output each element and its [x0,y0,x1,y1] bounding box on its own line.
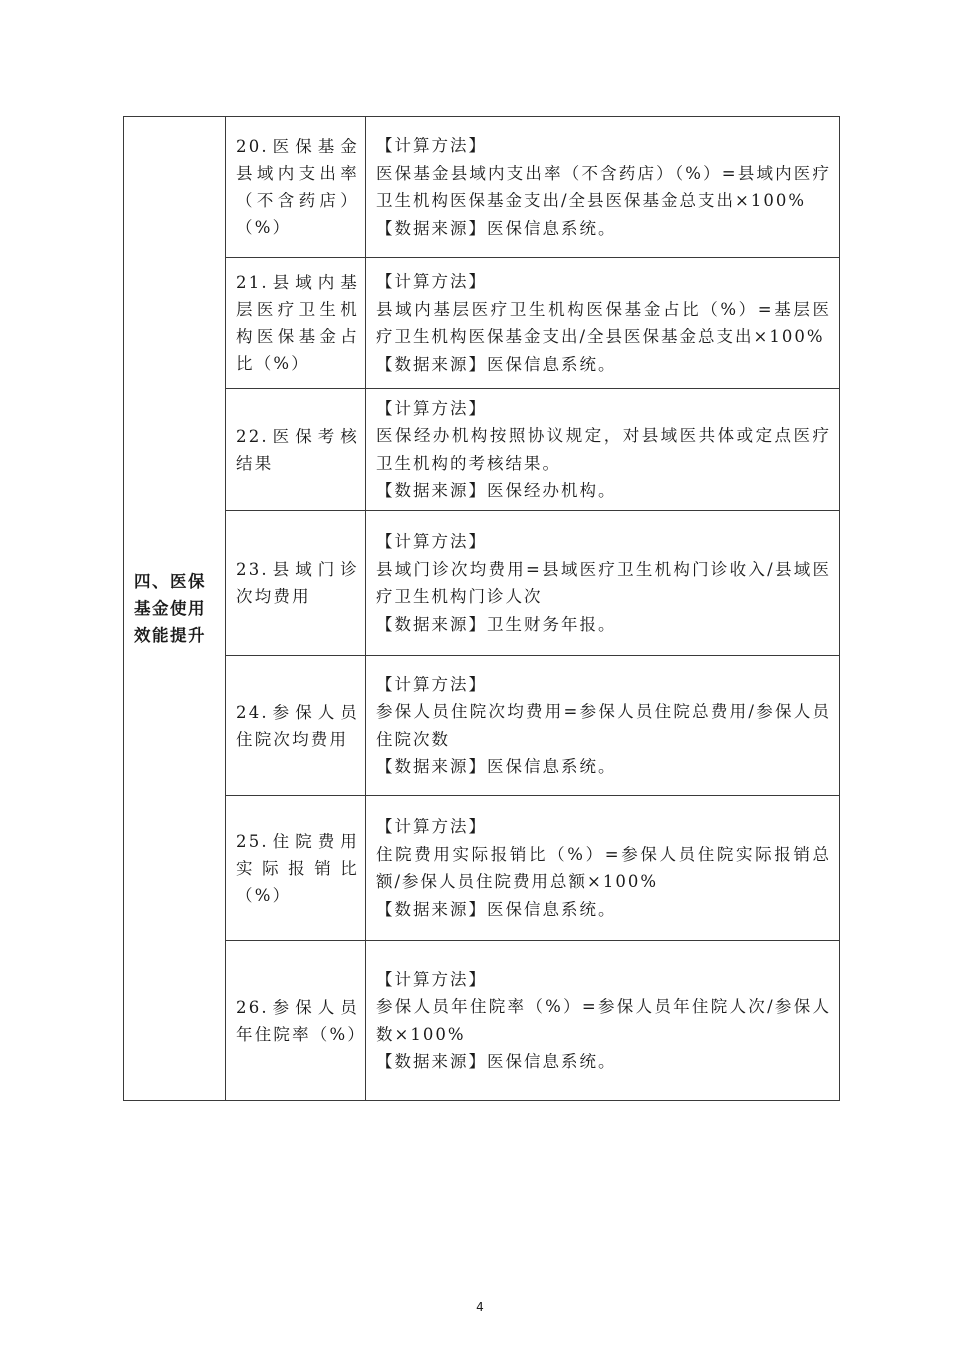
method-formula: 县域门诊次均费用=县域医疗卫生机构门诊收入/县域医疗卫生机构门诊人次 [376,559,831,606]
method-formula: 医保经办机构按照协议规定，对县域医共体或定点医疗卫生机构的考核结果。 [376,426,831,473]
method-label: 【计算方法】 [376,136,487,155]
table-row [124,511,840,656]
method-formula: 住院费用实际报销比（%）=参保人员住院实际报销总额/参保人员住院费用总额×100% [376,844,831,891]
table-row [124,389,840,511]
indicator-description [366,258,840,389]
indicator-description [366,389,840,511]
data-source: 【数据来源】医保信息系统。 [376,757,617,776]
method-label: 【计算方法】 [376,674,487,694]
data-source: 【数据来源】卫生财务年报。 [376,614,617,634]
indicator-name: 22.医保考核结果 [226,389,366,511]
method-label: 【计算方法】 [376,817,487,836]
method-formula: 医保基金县域内支出率（不含药店）（%）=县域内医疗卫生机构医保基金支出/全县医保基金总支出×100% [376,163,831,210]
category-cell: 四、医保基金使用效能提升 [124,117,226,1101]
data-source: 【数据来源】医保信息系统。 [376,218,617,238]
method-formula: 参保人员住院次均费用=参保人员住院总费用/参保人员住院次数 [376,702,831,749]
table-row [124,796,840,941]
method-label: 【计算方法】 [376,969,487,989]
page-number: 4 [476,1300,484,1314]
indicator-table [123,116,840,1101]
data-source: 【数据来源】医保信息系统。 [376,899,617,919]
indicator-description [366,796,840,941]
method-label: 【计算方法】 [376,272,487,291]
indicator-name: 25.住院费用实际报销比（%） [226,796,366,941]
data-source: 【数据来源】医保经办机构。 [376,481,617,500]
indicator-description [366,117,840,258]
table-row [124,656,840,796]
indicator-name: 26.参保人员年住院率（%） [226,941,366,1101]
data-source: 【数据来源】医保信息系统。 [376,354,617,374]
method-formula: 参保人员年住院率（%）=参保人员年住院人次/参保人数×100% [376,997,831,1044]
indicator-name: 21.县域内基层医疗卫生机构医保基金占比（%） [226,258,366,389]
indicator-description [366,511,840,656]
indicator-description [366,656,840,796]
table-row [124,117,840,258]
data-source: 【数据来源】医保信息系统。 [376,1052,617,1071]
table-row [124,258,840,389]
indicator-name: 20.医保基金县域内支出率（不含药店）（%） [226,117,366,258]
method-label: 【计算方法】 [376,398,487,418]
indicator-description [366,941,840,1101]
method-formula: 县域内基层医疗卫生机构医保基金占比（%）=基层医疗卫生机构医保基金支出/全县医保基金总支出×100% [376,299,831,346]
table-row [124,941,840,1101]
indicator-name: 23.县域门诊次均费用 [226,511,366,656]
indicator-name: 24.参保人员住院次均费用 [226,656,366,796]
method-label: 【计算方法】 [376,532,487,551]
